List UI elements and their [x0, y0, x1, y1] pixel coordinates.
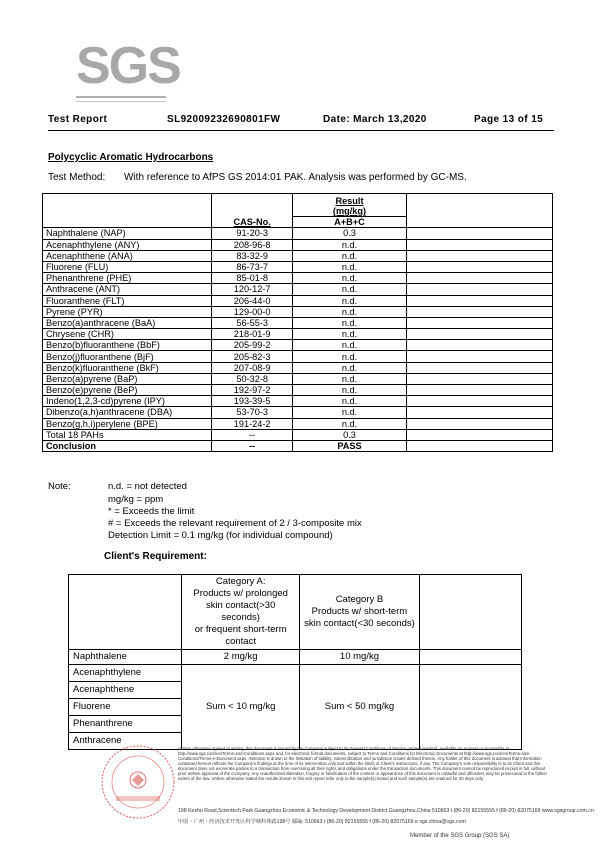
cas-header: CAS-No.	[233, 217, 271, 228]
cas-number: --	[212, 440, 293, 451]
category-a-header: Category A: Products w/ prolonged skin contact(>30 seconds) or frequent short-term contact	[182, 575, 300, 650]
requirement-group-b: Sum < 50 mg/kg	[300, 665, 420, 750]
requirement-naphthalene-row	[69, 650, 522, 665]
footer-address: 198 Kezhu Road,Scientech Park Guangzhou Economic & Technology Development District,Guangzhou,China 510663 t (86-20) 82155555 f (86-20) 82075169 www.sgsgroup.com.cn	[178, 808, 594, 814]
table-row	[43, 261, 553, 272]
result-value: n.d.	[293, 329, 407, 340]
report-label: Test Report	[48, 114, 108, 125]
blank-cell	[406, 295, 552, 306]
logo-text: SGS	[76, 37, 180, 95]
section-title: Polycyclic Aromatic Hydrocarbons	[48, 152, 214, 163]
requirement-name: Acenaphthene	[69, 682, 182, 699]
cas-number: 193-39-5	[212, 396, 293, 407]
requirement-name: Fluorene	[69, 699, 182, 716]
compound-name: Acenaphthene (ANA)	[43, 250, 212, 261]
cas-number: 207-08-9	[212, 362, 293, 373]
compound-name: Benzo(b)fluoranthene (BbF)	[43, 340, 212, 351]
cas-number: --	[212, 429, 293, 440]
table-row	[43, 340, 553, 351]
report-number: SL92009232690801FW	[167, 114, 281, 125]
client-requirement-title: Client's Requirement:	[104, 551, 207, 562]
result-value: n.d.	[293, 317, 407, 328]
table-row	[43, 228, 553, 239]
requirement-name: Acenaphthylene	[73, 667, 142, 678]
table-row	[43, 429, 553, 440]
results-header-row-1	[43, 194, 553, 207]
blank-cell	[406, 396, 552, 407]
compound-name: Acenaphthylene (ANY)	[43, 239, 212, 250]
blank-cell	[406, 351, 552, 362]
requirement-table	[68, 574, 522, 750]
result-value: n.d.	[293, 261, 407, 272]
category-b-header: Category B Products w/ short-term skin contact(<30 seconds)	[300, 575, 420, 650]
unit-header: (mg/kg)	[332, 206, 367, 217]
result-value: n.d.	[293, 418, 407, 429]
cas-number: 85-01-8	[212, 273, 293, 284]
compound-name: Benzo(e)pyrene (BeP)	[43, 385, 212, 396]
table-row	[43, 317, 553, 328]
blank-cell	[406, 284, 552, 295]
result-value: PASS	[293, 440, 407, 451]
note-line: * = Exceeds the limit	[108, 506, 195, 517]
test-method-text: With reference to AfPS GS 2014:01 PAK. Analysis was performed by GC-MS.	[124, 172, 467, 183]
cas-number: 83-32-9	[212, 250, 293, 261]
note-line: # = Exceeds the relevant requirement of 2 / 3-composite mix	[108, 518, 362, 529]
table-row	[43, 284, 553, 295]
blank-cell	[406, 329, 552, 340]
blank-cell	[406, 239, 552, 250]
table-row	[43, 385, 553, 396]
table-row	[43, 306, 553, 317]
blank-cell	[406, 340, 552, 351]
result-value: n.d.	[293, 385, 407, 396]
requirement-b-value: 10 mg/kg	[300, 650, 420, 665]
results-table	[42, 193, 553, 452]
footer-disclaimer: Unless otherwise agreed in writing, this document is issued by the Company subject to its General Conditions of Service printed overleaf, available on request or accessible at http://www.sgs.com/en/Terms-and-Conditions.aspx and, for electronic format documents, subject to Terms and Conditions for Electronic Documents at http://www.sgs.com/en/Terms-and-Conditions/Terms-e-Document.aspx. Attention is drawn to the limitation of liability, indemnification and jurisdiction issues defined therein. Any holder of this document is advised that information contained hereon reflects the Company's findings at the time of its intervention only and within the limits of Client's instructions, if any. The Company's sole responsibility is to its Client and this document does not exonerate parties to a transaction from exercising all their rights and obligations under the transaction documents. This document cannot be reproduced except in full, without prior written approval of the Company. Any unauthorized alteration, forgery or falsification of the content or appearance of this document is unlawful and offenders may be prosecuted to the fullest extent of the law. Unless otherwise stated the results shown in this test report refer only to the sample(s) tested and such sample(s) are retained for 30 days only.	[178, 746, 547, 781]
blank-cell	[406, 317, 552, 328]
header-rule	[48, 130, 554, 131]
compound-name: Conclusion	[43, 440, 212, 451]
result-value: n.d.	[293, 373, 407, 384]
compound-name: Benzo(g,h,i)perylene (BPE)	[43, 418, 212, 429]
table-row	[43, 329, 553, 340]
report-date: Date: March 13,2020	[323, 114, 427, 125]
cas-number: 50-32-8	[212, 373, 293, 384]
result-value: n.d.	[293, 273, 407, 284]
table-row	[43, 273, 553, 284]
result-value: 0.3	[293, 429, 407, 440]
note-line: n.d. = not detected	[108, 481, 187, 492]
result-value: n.d.	[293, 239, 407, 250]
blank-cell	[406, 418, 552, 429]
cas-number: 205-99-2	[212, 340, 293, 351]
test-method-label: Test Method:	[48, 172, 106, 183]
table-row	[43, 407, 553, 418]
cas-number: 218-01-9	[212, 329, 293, 340]
result-value: n.d.	[293, 295, 407, 306]
requirement-header-row	[69, 575, 522, 650]
compound-name: Dibenzo(a,h)anthracene (DBA)	[43, 407, 212, 418]
blank-cell	[406, 385, 552, 396]
result-value: n.d.	[293, 396, 407, 407]
result-value: n.d.	[293, 362, 407, 373]
cas-number: 120-12-7	[212, 284, 293, 295]
note-label: Note:	[48, 481, 71, 492]
compound-name: Naphthalene (NAP)	[43, 228, 212, 239]
compound-name: Fluoranthene (FLT)	[43, 295, 212, 306]
sample-header: A+B+C	[293, 217, 407, 228]
cas-number: 86-73-7	[212, 261, 293, 272]
compound-name: Benzo(k)fluoranthene (BkF)	[43, 362, 212, 373]
requirement-name: Naphthalene	[69, 650, 182, 665]
compound-name: Total 18 PAHs	[43, 429, 212, 440]
table-row	[43, 373, 553, 384]
requirement-group-row	[69, 665, 522, 682]
requirement-a-value: 2 mg/kg	[182, 650, 300, 665]
table-row	[43, 295, 553, 306]
table-row	[43, 239, 553, 250]
cas-number: 191-24-2	[212, 418, 293, 429]
footer-address-cn: 中国・广州・经济技术开发区科学城科珠路198号 邮编: 510663 t (86-20) 82155555 f (86-20) 82075169 e sgs.china@sgs.com	[178, 819, 466, 825]
member-text: Member of the SGS Group (SGS SA)	[410, 833, 510, 839]
compound-name: Benzo(a)anthracene (BaA)	[43, 317, 212, 328]
blank-cell	[406, 250, 552, 261]
requirement-name: Phenanthrene	[69, 716, 182, 733]
table-row	[43, 351, 553, 362]
table-row	[43, 362, 553, 373]
blank-cell	[406, 429, 552, 440]
note-line: mg/kg = ppm	[108, 494, 164, 505]
results-header-row-2	[43, 206, 553, 217]
blank-cell	[406, 362, 552, 373]
cas-number: 192-97-2	[212, 385, 293, 396]
cas-number: 91-20-3	[212, 228, 293, 239]
result-value: n.d.	[293, 407, 407, 418]
result-value: n.d.	[293, 250, 407, 261]
cas-number: 56-55-3	[212, 317, 293, 328]
compound-name: Anthracene (ANT)	[43, 284, 212, 295]
cas-number: 206-44-0	[212, 295, 293, 306]
page-number: Page 13 of 15	[474, 114, 544, 125]
logo-underline-thin	[76, 101, 166, 102]
blank-cell	[406, 273, 552, 284]
cas-number: 205-82-3	[212, 351, 293, 362]
cas-number: 129-00-0	[212, 306, 293, 317]
result-value: n.d.	[293, 351, 407, 362]
blank-cell	[406, 440, 552, 451]
blank-cell	[406, 306, 552, 317]
compound-name: Pyrene (PYR)	[43, 306, 212, 317]
table-row	[43, 396, 553, 407]
requirement-name: Anthracene	[69, 733, 182, 750]
table-row	[43, 418, 553, 429]
compound-name: Benzo(a)pyrene (BaP)	[43, 373, 212, 384]
seal-stamp-icon	[96, 742, 186, 824]
result-value: 0.3	[293, 228, 407, 239]
result-value: n.d.	[293, 306, 407, 317]
result-header: Result	[335, 196, 364, 206]
result-value: n.d.	[293, 284, 407, 295]
requirement-group-a: Sum < 10 mg/kg	[182, 665, 300, 750]
results-header-row-3	[43, 217, 553, 228]
table-row	[43, 250, 553, 261]
compound-name: Fluorene (FLU)	[43, 261, 212, 272]
blank-cell	[406, 228, 552, 239]
blank-cell	[406, 407, 552, 418]
sgs-logo	[76, 37, 180, 98]
blank-cell	[406, 373, 552, 384]
compound-name: Benzo(j)fluoranthene (BjF)	[43, 351, 212, 362]
cas-number: 208-96-8	[212, 239, 293, 250]
result-value: n.d.	[293, 340, 407, 351]
note-line: Detection Limit = 0.1 mg/kg (for individual compound)	[108, 530, 333, 541]
blank-cell	[406, 261, 552, 272]
logo-underline	[76, 96, 166, 98]
compound-name: Phenanthrene (PHE)	[43, 273, 212, 284]
cas-number: 53-70-3	[212, 407, 293, 418]
compound-name: Indeno(1,2,3-cd)pyrene (IPY)	[43, 396, 212, 407]
conclusion-row	[43, 440, 553, 451]
compound-name: Chrysene (CHR)	[43, 329, 212, 340]
